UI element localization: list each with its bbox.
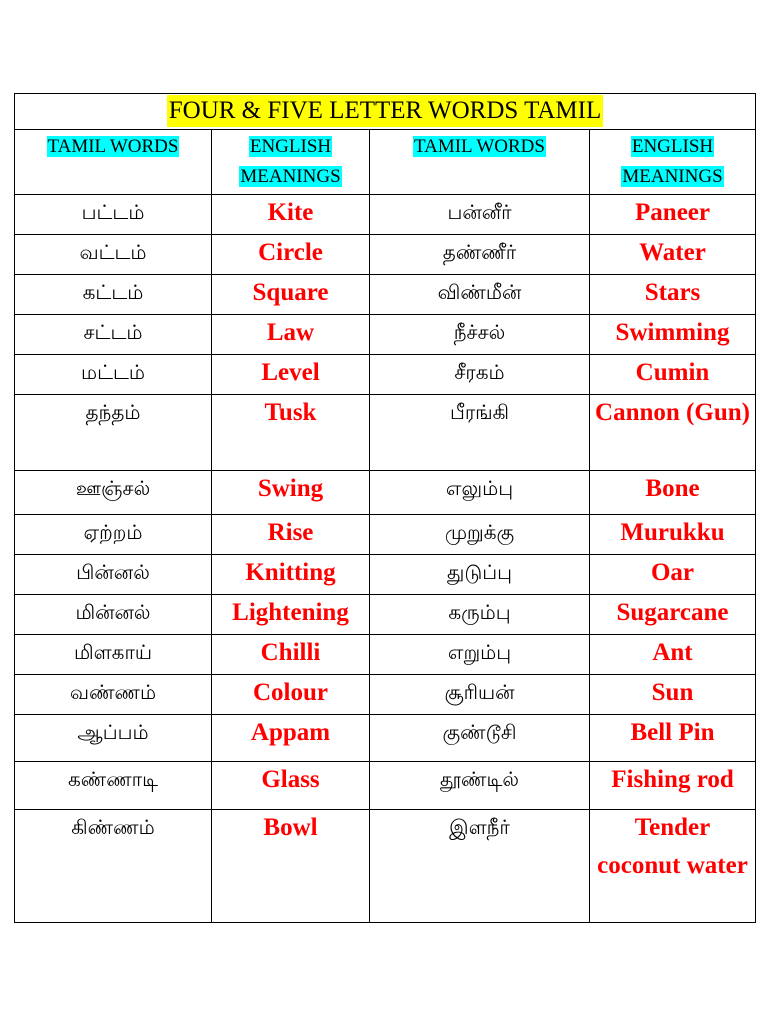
tamil-word: மிளகாய் (73, 640, 153, 664)
english-meaning: Cannon (Gun) (595, 399, 750, 426)
table-cell (590, 595, 756, 635)
table-cell (212, 715, 370, 762)
table-cell (15, 355, 212, 395)
table-cell (15, 762, 212, 810)
table-cell (212, 355, 370, 395)
table-cell (15, 395, 212, 471)
tamil-word: கட்டம் (82, 280, 144, 304)
tamil-word: தந்தம் (85, 400, 141, 424)
table-cell (212, 235, 370, 275)
tamil-word: குண்டூசி (442, 720, 517, 744)
table-cell (212, 471, 370, 515)
english-meaning: Fishing rod (611, 766, 734, 793)
table-cell (15, 275, 212, 315)
header-cell (15, 130, 212, 195)
tamil-word: பின்னல் (76, 560, 150, 584)
table-cell (370, 762, 590, 810)
table-cell (370, 635, 590, 675)
header-cell (590, 130, 756, 195)
table-row (15, 195, 756, 235)
table-cell (212, 635, 370, 675)
english-meaning: Murukku (620, 519, 725, 546)
table-cell (212, 555, 370, 595)
english-meaning: Chilli (260, 639, 321, 666)
tamil-word: எறும்பு (447, 640, 512, 664)
title-row (15, 94, 756, 130)
table-cell (212, 275, 370, 315)
english-meaning: Paneer (635, 199, 710, 226)
table-cell (590, 471, 756, 515)
table-row (15, 675, 756, 715)
table-row (15, 810, 756, 923)
tamil-word: சூரியன் (444, 680, 515, 704)
table-row (15, 515, 756, 555)
english-meaning: Stars (644, 279, 701, 306)
tamil-word: எலும்பு (445, 476, 514, 500)
table-cell (590, 675, 756, 715)
tamil-word: விண்மீன் (437, 280, 522, 304)
table-cell (370, 810, 590, 923)
table-cell (370, 471, 590, 515)
header-tamil-words-1: TAMIL WORDS (47, 136, 179, 157)
table-row (15, 595, 756, 635)
table-row (15, 355, 756, 395)
table-cell (15, 195, 212, 235)
english-meaning: Colour (253, 679, 328, 706)
table-row (15, 315, 756, 355)
table-cell (15, 675, 212, 715)
table-cell (212, 762, 370, 810)
table-cell (590, 635, 756, 675)
table-cell (212, 315, 370, 355)
english-meaning: Ant (652, 639, 693, 666)
english-meaning: Knitting (245, 559, 336, 586)
tamil-word: கிண்ணம் (71, 815, 155, 839)
english-meaning: Level (261, 359, 320, 386)
table-cell (590, 515, 756, 555)
table-cell (370, 715, 590, 762)
tamil-word: பீரங்கி (449, 400, 510, 424)
header-row (15, 130, 756, 195)
word-table (14, 93, 756, 923)
table-cell (15, 810, 212, 923)
english-meaning: Oar (650, 559, 695, 586)
table-cell (212, 675, 370, 715)
table-cell (590, 810, 756, 923)
title-cell (15, 94, 756, 130)
table-cell (15, 235, 212, 275)
table-cell (370, 395, 590, 471)
tamil-word: கண்ணாடி (67, 767, 159, 791)
tamil-word: மட்டம் (80, 360, 146, 384)
table-cell (212, 395, 370, 471)
table-row (15, 275, 756, 315)
table-cell (15, 555, 212, 595)
table-cell (15, 515, 212, 555)
table-cell (212, 515, 370, 555)
table-cell (590, 762, 756, 810)
table-row (15, 395, 756, 471)
english-meaning: Swimming (615, 319, 730, 346)
english-meaning: Glass (261, 766, 320, 793)
table-cell (370, 515, 590, 555)
table-row (15, 471, 756, 515)
english-meaning: Tender coconut water (597, 814, 748, 879)
page-title: FOUR & FIVE LETTER WORDS TAMIL (167, 95, 604, 127)
table-row (15, 235, 756, 275)
table-cell (370, 235, 590, 275)
tamil-word: ஊஞ்சல் (75, 476, 151, 500)
header-english-meanings-1: ENGLISH MEANINGS (240, 136, 341, 187)
table-cell (590, 235, 756, 275)
table-cell (370, 315, 590, 355)
english-meaning: Bone (645, 475, 700, 502)
table-cell (15, 471, 212, 515)
english-meaning: Tusk (264, 399, 317, 426)
tamil-word: தூண்டில் (439, 767, 520, 791)
english-meaning: Rise (267, 519, 314, 546)
table-cell (370, 195, 590, 235)
header-cell (370, 130, 590, 195)
table-row (15, 715, 756, 762)
english-meaning: Sugarcane (616, 599, 729, 626)
tamil-word: கரும்பு (448, 600, 511, 624)
english-meaning: Bowl (263, 814, 318, 841)
header-tamil-words-2: TAMIL WORDS (414, 136, 545, 157)
table-cell (590, 275, 756, 315)
english-meaning: Swing (257, 475, 324, 502)
english-meaning: Square (252, 279, 329, 306)
table-cell (590, 715, 756, 762)
table-cell (15, 715, 212, 762)
table-cell (370, 595, 590, 635)
tamil-word: வட்டம் (79, 240, 147, 264)
table-cell (212, 195, 370, 235)
tamil-word: சட்டம் (83, 320, 143, 344)
table-cell (590, 395, 756, 471)
tamil-word: பட்டம் (81, 200, 145, 224)
table-row (15, 762, 756, 810)
tamil-word: ஏற்றம் (83, 520, 143, 544)
tamil-word: வண்ணம் (69, 680, 157, 704)
tamil-word: சீரகம் (454, 360, 505, 384)
table-cell (590, 195, 756, 235)
tamil-word: ஆப்பம் (77, 720, 149, 744)
table-cell (370, 555, 590, 595)
tamil-word: மின்னல் (75, 600, 151, 624)
english-meaning: Cumin (635, 359, 710, 386)
table-cell (590, 315, 756, 355)
tamil-word: நீச்சல் (453, 320, 506, 344)
table-cell (370, 355, 590, 395)
table-cell (15, 315, 212, 355)
table-cell (212, 810, 370, 923)
header-english-meanings-2: ENGLISH MEANINGS (622, 136, 723, 187)
english-meaning: Law (266, 319, 315, 346)
table-cell (590, 555, 756, 595)
table-cell (15, 595, 212, 635)
tamil-word: முறுக்கு (444, 520, 515, 544)
table-cell (370, 275, 590, 315)
table-cell (590, 355, 756, 395)
tamil-word: பன்னீர் (447, 200, 512, 224)
english-meaning: Circle (258, 239, 323, 266)
table-row (15, 555, 756, 595)
table-cell (370, 675, 590, 715)
english-meaning: Lightening (232, 599, 349, 626)
tamil-word: தண்ணீர் (442, 240, 517, 264)
english-meaning: Bell Pin (630, 719, 715, 746)
english-meaning: Sun (651, 679, 694, 706)
tamil-word: இளநீர் (449, 815, 510, 839)
english-meaning: Appam (250, 719, 331, 746)
table-cell (212, 595, 370, 635)
tamil-word: துடுப்பு (447, 560, 512, 584)
header-cell (212, 130, 370, 195)
english-meaning: Water (639, 239, 706, 266)
table-cell (15, 635, 212, 675)
table-row (15, 635, 756, 675)
english-meaning: Kite (267, 199, 314, 226)
